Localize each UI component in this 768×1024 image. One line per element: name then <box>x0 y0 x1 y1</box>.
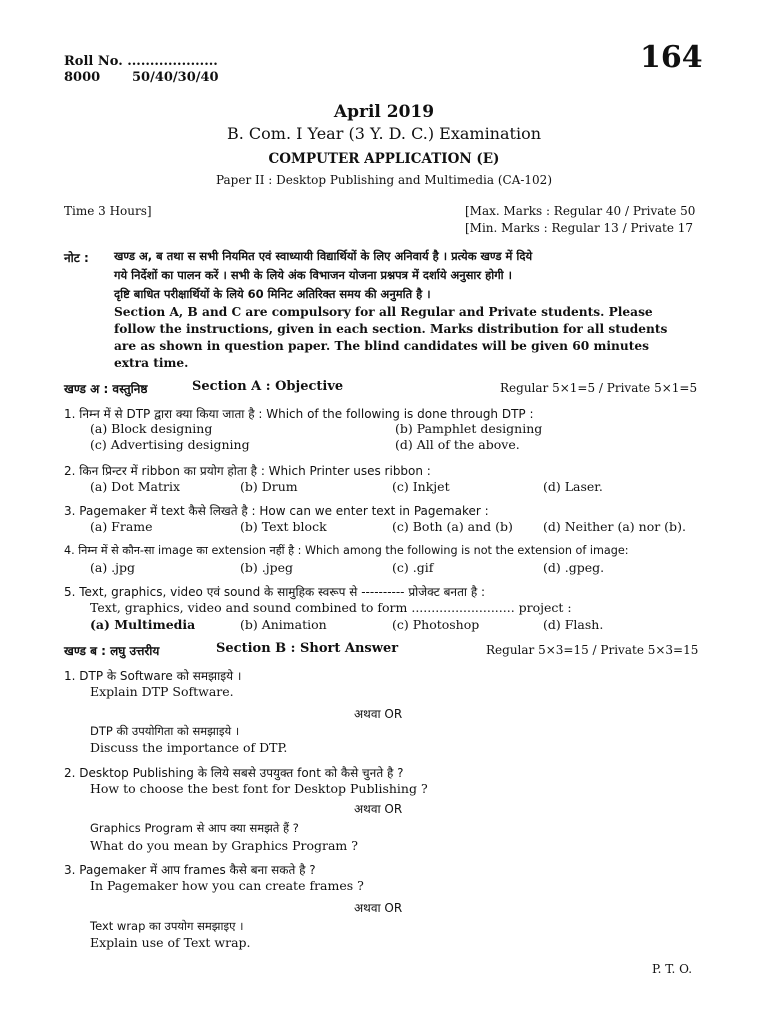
paper-title: Paper II : Desktop Publishing and Multimedia (CA-102) <box>215 173 552 187</box>
paper-number: 164 <box>640 40 703 75</box>
question-b2-alt-english: What do you mean by Graphics Program ? <box>90 838 358 853</box>
note-label: नोट : <box>64 251 89 265</box>
question-b3-alt-english: Explain use of Text wrap. <box>90 935 251 950</box>
please-turn-over: P. T. O. <box>652 962 693 976</box>
question-b1-alt-hindi: DTP की उपयोगिता को समझाइये । <box>90 724 240 738</box>
section-a-heading-hindi: खण्ड अ : वस्तुनिष्ठ <box>64 382 148 396</box>
option-a3-d: (d) Neither (a) nor (b). <box>543 519 686 534</box>
max-marks: [Max. Marks : Regular 40 / Private 50 <box>465 204 696 218</box>
note-english-line-3: are as shown in question paper. The blind candidates will be given 60 minutes <box>114 339 649 353</box>
or-separator-1: अथवा OR <box>354 707 403 721</box>
option-a1-b: (b) Pamphlet designing <box>395 421 543 436</box>
option-a3-c: (c) Both (a) and (b) <box>392 519 513 534</box>
option-a1-a: (a) Block designing <box>90 421 213 436</box>
note-english-line-1: Section A, B and C are compulsory for all Regular and Private students. Please <box>114 305 653 319</box>
question-b1-alt-english: Discuss the importance of DTP. <box>90 740 288 755</box>
note-hindi-line-3: दृष्टि बाधित परीक्षार्थियों के लिये 60 मिनिट अतिरिक्त समय की अनुमति है । <box>114 287 431 301</box>
question-b1-hindi: 1. DTP के Software को समझाइये । <box>64 669 242 683</box>
option-a2-b: (b) Drum <box>240 479 298 494</box>
note-hindi-line-1: खण्ड अ, ब तथा स सभी नियमित एवं स्वाध्यायी विद्यार्थियों के लिए अनिवार्य है । प्रत्येक खण्ड में दिये <box>114 249 533 263</box>
option-a3-b: (b) Text block <box>240 519 327 534</box>
section-a-heading: Section A : Objective <box>192 379 344 394</box>
option-a5-d: (d) Flash. <box>543 617 604 632</box>
option-a5-b: (b) Animation <box>240 617 327 632</box>
note-english-line-4: extra time. <box>114 356 189 370</box>
section-a-marks: Regular 5×1=5 / Private 5×1=5 <box>500 381 698 395</box>
section-b-marks: Regular 5×3=15 / Private 5×3=15 <box>486 643 699 657</box>
option-a2-d: (d) Laser. <box>543 479 603 494</box>
option-a5-a: (a) Multimedia <box>90 617 196 632</box>
option-a4-c: (c) .gif <box>392 560 434 575</box>
option-a4-d: (d) .gpeg. <box>543 560 605 575</box>
exam-date: April 2019 <box>333 102 435 122</box>
section-b-heading: Section B : Short Answer <box>216 641 399 656</box>
question-a5-english: Text, graphics, video and sound combined to form .......................... project : <box>90 600 572 615</box>
option-a4-b: (b) .jpeg <box>240 560 293 575</box>
question-b2-english: How to choose the best font for Desktop Publishing ? <box>90 781 428 796</box>
option-a2-c: (c) Inkjet <box>392 479 450 494</box>
roll-number: Roll No. .................... <box>64 54 218 69</box>
option-a1-d: (d) All of the above. <box>395 437 520 452</box>
time-limit: Time 3 Hours] <box>64 204 152 218</box>
subject-title: COMPUTER APPLICATION (E) <box>268 151 500 167</box>
question-b3-alt-hindi: Text wrap का उपयोग समझाइए । <box>90 919 244 933</box>
question-a1: 1. निम्न में से DTP द्वारा क्या किया जाता है : Which of the following is done through DTP : <box>64 407 534 421</box>
option-a2-a: (a) Dot Matrix <box>90 479 181 494</box>
question-b1-english: Explain DTP Software. <box>90 684 234 699</box>
note-hindi-line-2: गये निर्देशों का पालन करें । सभी के लिये अंक विभाजन योजना प्रश्नपत्र में दर्शाये अनुसार होगी । <box>114 268 513 282</box>
option-a1-c: (c) Advertising designing <box>90 437 250 452</box>
question-b2-hindi: 2. Desktop Publishing के लिये सबसे उपयुक्त font को कैसे चुनते है ? <box>64 766 404 780</box>
code-right: 50/40/30/40 <box>132 70 219 85</box>
option-a3-a: (a) Frame <box>90 519 153 534</box>
or-separator-3: अथवा OR <box>354 901 403 915</box>
question-a2: 2. किन प्रिन्टर में ribbon का प्रयोग होता है : Which Printer uses ribbon : <box>64 464 431 478</box>
exam-title: B. Com. I Year (3 Y. D. C.) Examination <box>226 124 542 143</box>
question-b2-alt-hindi: Graphics Program से आप क्या समझते हैं ? <box>90 821 299 835</box>
min-marks: [Min. Marks : Regular 13 / Private 17 <box>465 221 694 235</box>
code-left: 8000 <box>64 70 101 85</box>
or-separator-2: अथवा OR <box>354 802 403 816</box>
question-a5: 5. Text, graphics, video एवं sound के सामुहिक स्वरूप से ---------- प्रोजेक्ट बनता है : <box>64 585 486 599</box>
question-b3-english: In Pagemaker how you can create frames ? <box>90 878 364 893</box>
question-b3-hindi: 3. Pagemaker में आप frames कैसे बना सकते है ? <box>64 863 316 877</box>
note-english-line-2: follow the instructions, given in each section. Marks distribution for all students <box>114 322 668 336</box>
question-a3: 3. Pagemaker में text कैसे लिखते है : How can we enter text in Pagemaker : <box>64 504 489 518</box>
option-a4-a: (a) .jpg <box>90 560 136 575</box>
section-b-heading-hindi: खण्ड ब : लघु उत्तरीय <box>64 644 160 658</box>
question-a4: 4. निम्न में से कौन-सा image का extension नहीं है : Which among the following is not the extension of image: <box>64 544 629 557</box>
option-a5-c: (c) Photoshop <box>392 617 480 632</box>
